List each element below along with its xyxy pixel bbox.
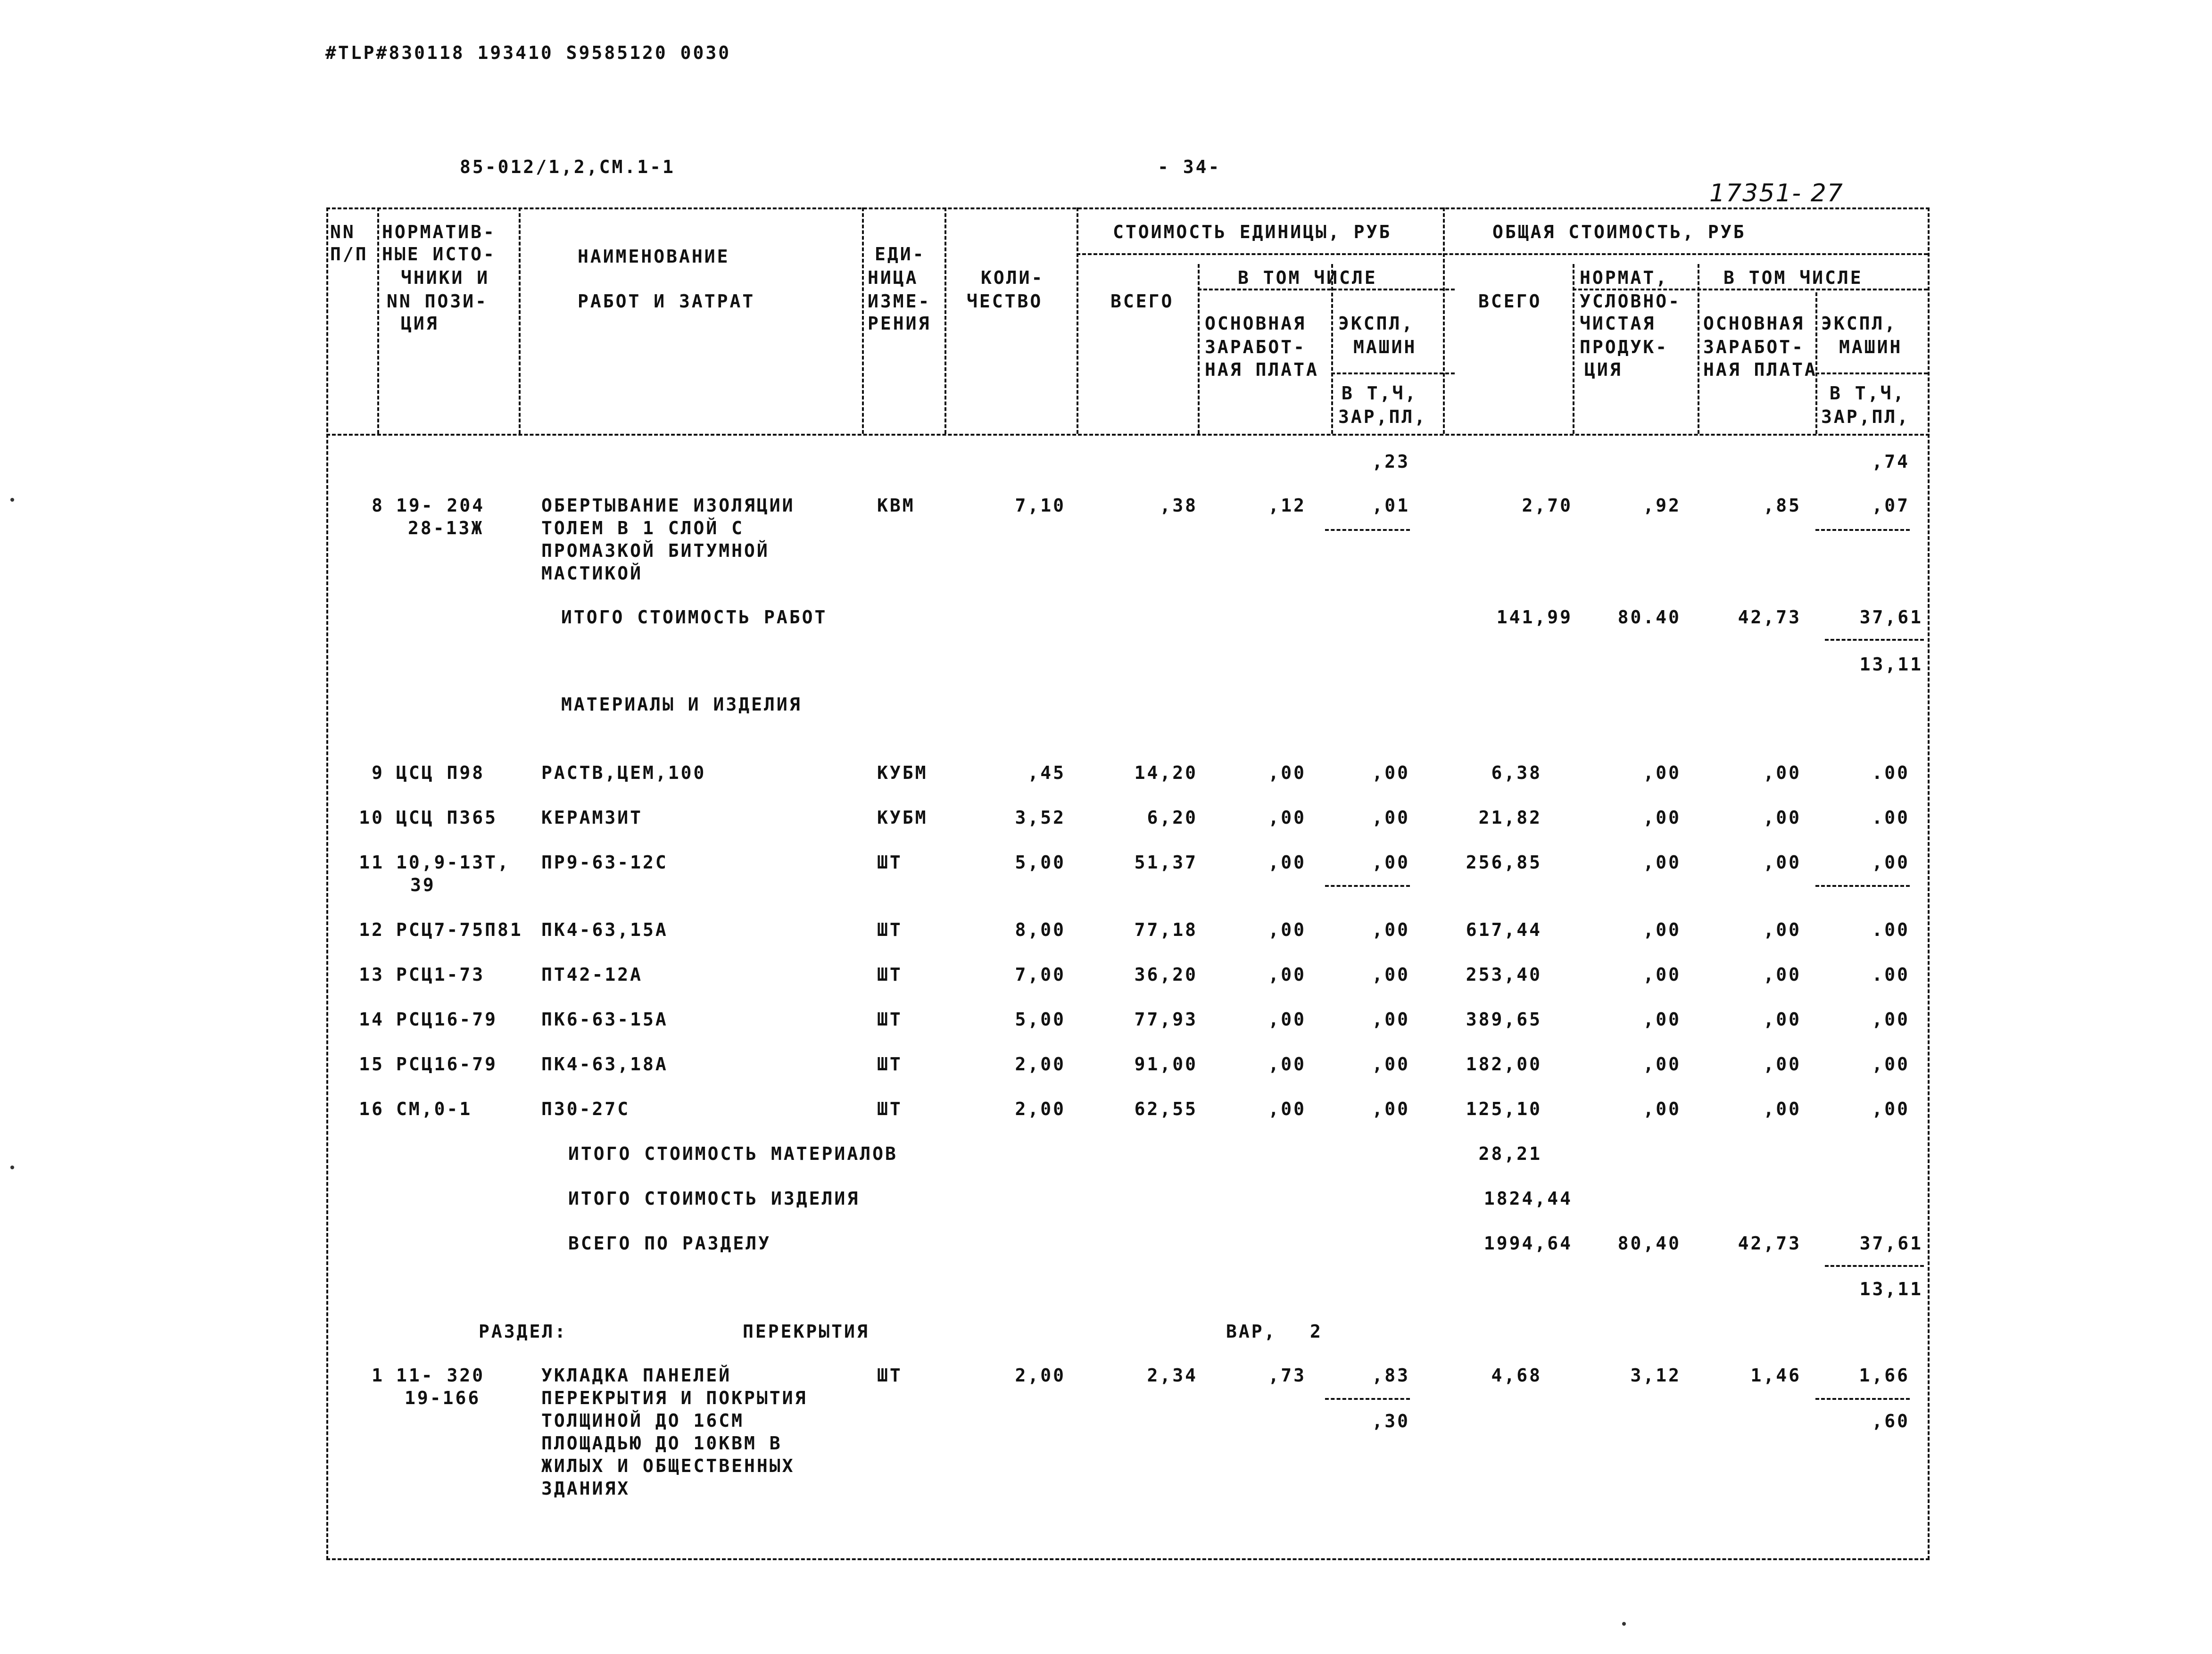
row-quantity: 3,52: [1015, 807, 1066, 828]
header-nn: П/П: [330, 244, 368, 265]
row-divider: [1815, 529, 1910, 531]
header-separator: [944, 207, 946, 434]
row-total-wage: ,00: [1763, 807, 1801, 828]
row-total-machines: ,00: [1872, 852, 1910, 873]
header-separator: [519, 207, 521, 434]
header-total-total: ВСЕГО: [1478, 291, 1542, 312]
row-code: 11- 320: [396, 1365, 485, 1386]
page-number: - 34-: [1158, 157, 1221, 177]
row-total-wage: ,00: [1763, 852, 1801, 873]
section-total-machines-wage: 13,11: [1859, 1279, 1923, 1299]
row-unit-machines: ,00: [1372, 964, 1410, 985]
table-left-border: [326, 207, 328, 1560]
header-unit-machines: МАШИН: [1353, 337, 1417, 357]
row-total-normative: ,00: [1643, 1054, 1681, 1075]
row-total-normative: ,00: [1643, 762, 1681, 783]
row-total-normative: ,00: [1643, 1099, 1681, 1119]
row-name: ПК6-63-15А: [541, 1009, 668, 1030]
row-unit-wage: ,00: [1268, 807, 1306, 828]
row-unit-wage: ,00: [1268, 919, 1306, 940]
row-quantity: 5,00: [1015, 852, 1066, 873]
row-name: ТОЛЩИНОЙ ДО 16СМ: [541, 1410, 745, 1431]
products-total-total: 1824,44: [1483, 1188, 1573, 1209]
works-total-machines-wage: 13,11: [1859, 654, 1923, 675]
row-unit: КУБМ: [877, 807, 928, 828]
row-code: ЦСЦ П98: [396, 762, 485, 783]
carry-unit-machines: ,23: [1372, 451, 1410, 472]
works-total-label: ИТОГО СТОИМОСТЬ РАБОТ: [561, 607, 828, 628]
row-name: ОБЕРТЫВАНИЕ ИЗОЛЯЦИИ: [541, 495, 795, 516]
header-norm-source: ЦИЯ: [401, 313, 439, 334]
row-total-total: 256,85: [1466, 852, 1542, 873]
row-total-machines: 1,66: [1859, 1365, 1910, 1386]
row-total-normative: ,00: [1643, 852, 1681, 873]
header-total-machines: МАШИН: [1839, 337, 1903, 357]
row-code: 10,9-13Т,: [396, 852, 510, 873]
header-total-normative: НОРМАТ,: [1580, 267, 1669, 288]
header-separator: [377, 207, 379, 434]
row-unit-machines: ,00: [1372, 852, 1410, 873]
row-unit-wage: ,00: [1268, 964, 1306, 985]
row-num: 1: [372, 1365, 384, 1386]
row-unit-machines: ,01: [1372, 495, 1410, 516]
header-total-wage: ЗАРАБОТ-: [1703, 337, 1805, 357]
header-unit-machines: ЭКСПЛ,: [1338, 313, 1415, 334]
row-total-wage: ,00: [1763, 964, 1801, 985]
row-name: П30-27С: [541, 1099, 630, 1119]
row-unit: КВМ: [877, 495, 915, 516]
row-total-total: 2,70: [1522, 495, 1573, 516]
row-name: КЕРАМЗИТ: [541, 807, 643, 828]
row-quantity: 2,00: [1015, 1099, 1066, 1119]
row-name: ПК4-63,15А: [541, 919, 668, 940]
header-total-normative: ЦИЯ: [1584, 359, 1623, 380]
table-bottom-border: [326, 1558, 1930, 1560]
row-quantity: 8,00: [1015, 919, 1066, 940]
works-total-machines: 37,61: [1859, 607, 1923, 628]
works-total-normative: 80.40: [1617, 607, 1681, 628]
row-total-total: 389,65: [1466, 1009, 1542, 1030]
row-quantity: 2,00: [1015, 1054, 1066, 1075]
row-unit-machines: ,00: [1372, 919, 1410, 940]
row-unit-total: 6,20: [1147, 807, 1198, 828]
row-quantity: 2,00: [1015, 1365, 1066, 1386]
row-total-total: 21,82: [1478, 807, 1542, 828]
table-right-border: [1928, 207, 1930, 1560]
header-unit-wage: ОСНОВНАЯ: [1205, 313, 1307, 334]
row-num: 12: [359, 919, 384, 940]
row-quantity: 7,00: [1015, 964, 1066, 985]
row-total-normative: ,00: [1643, 1009, 1681, 1030]
row-total-wage: ,00: [1763, 919, 1801, 940]
variant-label: ВАР,: [1226, 1321, 1277, 1342]
header-sub-border: [1331, 372, 1455, 374]
row-total-normative: ,00: [1643, 964, 1681, 985]
row-num: 11: [359, 852, 384, 873]
row-name: ПР9-63-12С: [541, 852, 668, 873]
row-divider: [1825, 1265, 1924, 1267]
header-norm-source: ЧНИКИ И: [401, 267, 490, 288]
row-total-machines: ,00: [1872, 1009, 1910, 1030]
row-unit-wage: ,00: [1268, 1009, 1306, 1030]
header-name: РАБОТ И ЗАТРАТ: [578, 291, 755, 312]
row-total-total: 125,10: [1466, 1099, 1542, 1119]
row-num: 13: [359, 964, 384, 985]
row-name: ПТ42-12А: [541, 964, 643, 985]
row-unit: ШТ: [877, 964, 903, 985]
row-total-total: 617,44: [1466, 919, 1542, 940]
header-unit-cost: СТОИМОСТЬ ЕДИНИЦЫ, РУБ: [1113, 222, 1392, 242]
header-total-incl: В ТОМ ЧИСЛЕ: [1723, 267, 1863, 288]
header-total-machines: ЭКСПЛ,: [1821, 313, 1897, 334]
header-total-normative: ПРОДУК-: [1580, 337, 1669, 357]
row-total-total: 182,00: [1466, 1054, 1542, 1075]
row-num: 8: [372, 495, 384, 516]
row-divider: [1325, 1398, 1410, 1400]
row-unit: ШТ: [877, 1054, 903, 1075]
row-code: ЦСЦ П365: [396, 807, 498, 828]
row-total-wage: ,00: [1763, 1009, 1801, 1030]
section-total-label: ВСЕГО ПО РАЗДЕЛУ: [568, 1233, 771, 1254]
row-unit-wage: ,12: [1268, 495, 1306, 516]
header-unit-wage: НАЯ ПЛАТА: [1205, 359, 1319, 380]
row-code: РСЦ16-79: [396, 1009, 498, 1030]
header-unit: НИЦА: [868, 267, 919, 288]
header-unit-total: ВСЕГО: [1110, 291, 1174, 312]
header-unit-machines-wage: В Т,Ч,: [1342, 383, 1418, 404]
row-total-total: 6,38: [1491, 762, 1542, 783]
carry-total-machines: ,74: [1872, 451, 1910, 472]
materials-section-title: МАТЕРИАЛЫ И ИЗДЕЛИЯ: [561, 694, 802, 715]
row-divider: [1825, 639, 1924, 641]
row-name: ЖИЛЫХ И ОБЩЕСТВЕННЫХ: [541, 1456, 795, 1476]
header-separator: [862, 207, 864, 434]
header-norm-source: НОРМАТИВ-: [382, 222, 496, 242]
row-name: ПК4-63,18А: [541, 1054, 668, 1075]
row-total-machines-wage: ,60: [1872, 1411, 1910, 1431]
row-total-machines: ,07: [1872, 495, 1910, 516]
header-quantity: КОЛИ-: [981, 267, 1044, 288]
row-divider: [1325, 885, 1410, 887]
header-bottom-border: [326, 434, 1930, 436]
header-unit: РЕНИЯ: [868, 313, 931, 334]
row-quantity: 5,00: [1015, 1009, 1066, 1030]
row-num: 16: [359, 1099, 384, 1119]
row-code: РСЦ1-73: [396, 964, 485, 985]
row-name: МАСТИКОЙ: [541, 563, 643, 584]
row-unit: ШТ: [877, 1009, 903, 1030]
row-unit-total: 77,18: [1134, 919, 1198, 940]
section-name: ПЕРЕКРЫТИЯ: [743, 1321, 870, 1342]
row-unit-total: 77,93: [1134, 1009, 1198, 1030]
section-total-total: 1994,64: [1483, 1233, 1573, 1254]
header-total-normative: ЧИСТАЯ: [1580, 313, 1656, 334]
row-code: СМ,0-1: [396, 1099, 472, 1119]
row-total-machines: .00: [1872, 807, 1910, 828]
row-unit-total: 91,00: [1134, 1054, 1198, 1075]
row-code: РСЦ16-79: [396, 1054, 498, 1075]
header-nn: NN: [330, 222, 356, 242]
header-quantity: ЧЕСТВО: [967, 291, 1043, 312]
scan-speck: [1622, 1622, 1626, 1626]
row-unit-wage: ,73: [1268, 1365, 1306, 1386]
row-unit-total: 14,20: [1134, 762, 1198, 783]
header-unit-incl: В ТОМ ЧИСЛЕ: [1238, 267, 1377, 288]
row-num: 10: [359, 807, 384, 828]
row-unit-total: 2,34: [1147, 1365, 1198, 1386]
row-unit-machines: ,00: [1372, 762, 1410, 783]
row-num: 15: [359, 1054, 384, 1075]
row-name: УКЛАДКА ПАНЕЛЕЙ: [541, 1365, 732, 1386]
header-sub-border: [1815, 372, 1928, 374]
row-code: 39: [410, 875, 436, 895]
row-unit: ШТ: [877, 1099, 903, 1119]
header-unit-machines-wage: ЗАР,ПЛ,: [1338, 406, 1427, 427]
row-unit: КУБМ: [877, 762, 928, 783]
row-name: РАСТВ,ЦЕМ,100: [541, 762, 706, 783]
header-sub-border: [1077, 253, 1928, 255]
works-total-wage: 42,73: [1738, 607, 1801, 628]
row-unit-total: 51,37: [1134, 852, 1198, 873]
row-total-wage: ,85: [1763, 495, 1801, 516]
row-unit-wage: ,00: [1268, 762, 1306, 783]
header-norm-source: NN ПОЗИ-: [387, 291, 489, 312]
row-total-normative: 3,12: [1630, 1365, 1681, 1386]
header-total-machines-wage: ЗАР,ПЛ,: [1821, 406, 1910, 427]
row-unit-machines-wage: ,30: [1372, 1411, 1410, 1431]
row-unit-machines: ,00: [1372, 807, 1410, 828]
row-total-normative: ,00: [1643, 807, 1681, 828]
row-unit-total: 36,20: [1134, 964, 1198, 985]
row-total-wage: 1,46: [1750, 1365, 1801, 1386]
products-total-label: ИТОГО СТОИМОСТЬ ИЗДЕЛИЯ: [568, 1188, 860, 1209]
row-divider: [1815, 885, 1910, 887]
row-total-total: 4,68: [1491, 1365, 1542, 1386]
row-quantity: 7,10: [1015, 495, 1066, 516]
row-name: ПЕРЕКРЫТИЯ И ПОКРЫТИЯ: [541, 1388, 808, 1408]
row-total-wage: ,00: [1763, 1054, 1801, 1075]
row-code: 28-13Ж: [408, 518, 484, 538]
row-unit: ШТ: [877, 852, 903, 873]
header-separator: [1077, 207, 1078, 434]
section-total-machines: 37,61: [1859, 1233, 1923, 1254]
header-unit: ЕДИ-: [875, 244, 926, 265]
header-unit-wage: ЗАРАБОТ-: [1205, 337, 1307, 357]
row-unit: ШТ: [877, 1365, 903, 1386]
row-divider: [1325, 529, 1410, 531]
header-separator: [1443, 207, 1445, 434]
row-unit-machines: ,00: [1372, 1009, 1410, 1030]
materials-total-label: ИТОГО СТОИМОСТЬ МАТЕРИАЛОВ: [568, 1143, 898, 1164]
row-unit-machines: ,83: [1372, 1365, 1410, 1386]
row-unit-machines: ,00: [1372, 1054, 1410, 1075]
header-total-normative: УСЛОВНО-: [1580, 291, 1682, 312]
row-unit-machines: ,00: [1372, 1099, 1410, 1119]
row-code: 19- 204: [396, 495, 485, 516]
row-num: 14: [359, 1009, 384, 1030]
header-name: НАИМЕНОВАНИЕ: [578, 246, 730, 267]
row-total-machines: .00: [1872, 964, 1910, 985]
materials-total-total: 28,21: [1478, 1143, 1542, 1164]
section-total-wage: 42,73: [1738, 1233, 1801, 1254]
row-quantity: ,45: [1027, 762, 1066, 783]
row-total-total: 253,40: [1466, 964, 1542, 985]
document-code: #TLP#830118 193410 S9585120 0030: [325, 42, 731, 63]
row-total-wage: ,00: [1763, 1099, 1801, 1119]
handwritten-number: 17351- 27: [1709, 179, 1844, 207]
scan-speck: [10, 1166, 14, 1169]
header-norm-source: НЫЕ ИСТО-: [382, 244, 496, 265]
row-name: ПЛОЩАДЬЮ ДО 10КВМ В: [541, 1433, 782, 1454]
header-total-machines-wage: В Т,Ч,: [1830, 383, 1906, 404]
scan-speck: [10, 498, 14, 502]
row-total-normative: ,00: [1643, 919, 1681, 940]
row-num: 9: [372, 762, 384, 783]
row-code: 19-166: [405, 1388, 481, 1408]
row-unit: ШТ: [877, 919, 903, 940]
row-name: ЗДАНИЯХ: [541, 1478, 630, 1499]
row-total-machines: .00: [1872, 762, 1910, 783]
row-name: ТОЛЕМ В 1 СЛОЙ С: [541, 518, 745, 538]
row-total-normative: ,92: [1643, 495, 1681, 516]
row-name: ПРОМАЗКОЙ БИТУМНОЙ: [541, 540, 770, 561]
header-total-cost: ОБЩАЯ СТОИМОСТЬ, РУБ: [1492, 222, 1746, 242]
row-total-machines: ,00: [1872, 1099, 1910, 1119]
row-unit-wage: ,00: [1268, 1099, 1306, 1119]
row-divider: [1815, 1398, 1910, 1400]
table-top-border: [326, 207, 1930, 209]
section-label: РАЗДЕЛ:: [479, 1321, 568, 1342]
row-unit-total: 62,55: [1134, 1099, 1198, 1119]
row-total-machines: .00: [1872, 919, 1910, 940]
row-code: РСЦ7-75П81: [396, 919, 523, 940]
row-total-wage: ,00: [1763, 762, 1801, 783]
row-unit-total: ,38: [1160, 495, 1198, 516]
header-total-wage: ОСНОВНАЯ: [1703, 313, 1805, 334]
row-unit-wage: ,00: [1268, 1054, 1306, 1075]
variant-number: 2: [1310, 1321, 1323, 1342]
works-total-total: 141,99: [1496, 607, 1573, 628]
section-total-normative: 80,40: [1617, 1233, 1681, 1254]
document-reference: 85-012/1,2,СМ.1-1: [460, 157, 675, 177]
row-unit-wage: ,00: [1268, 852, 1306, 873]
row-total-machines: ,00: [1872, 1054, 1910, 1075]
header-total-wage: НАЯ ПЛАТА: [1703, 359, 1817, 380]
header-unit: ИЗМЕ-: [868, 291, 931, 312]
